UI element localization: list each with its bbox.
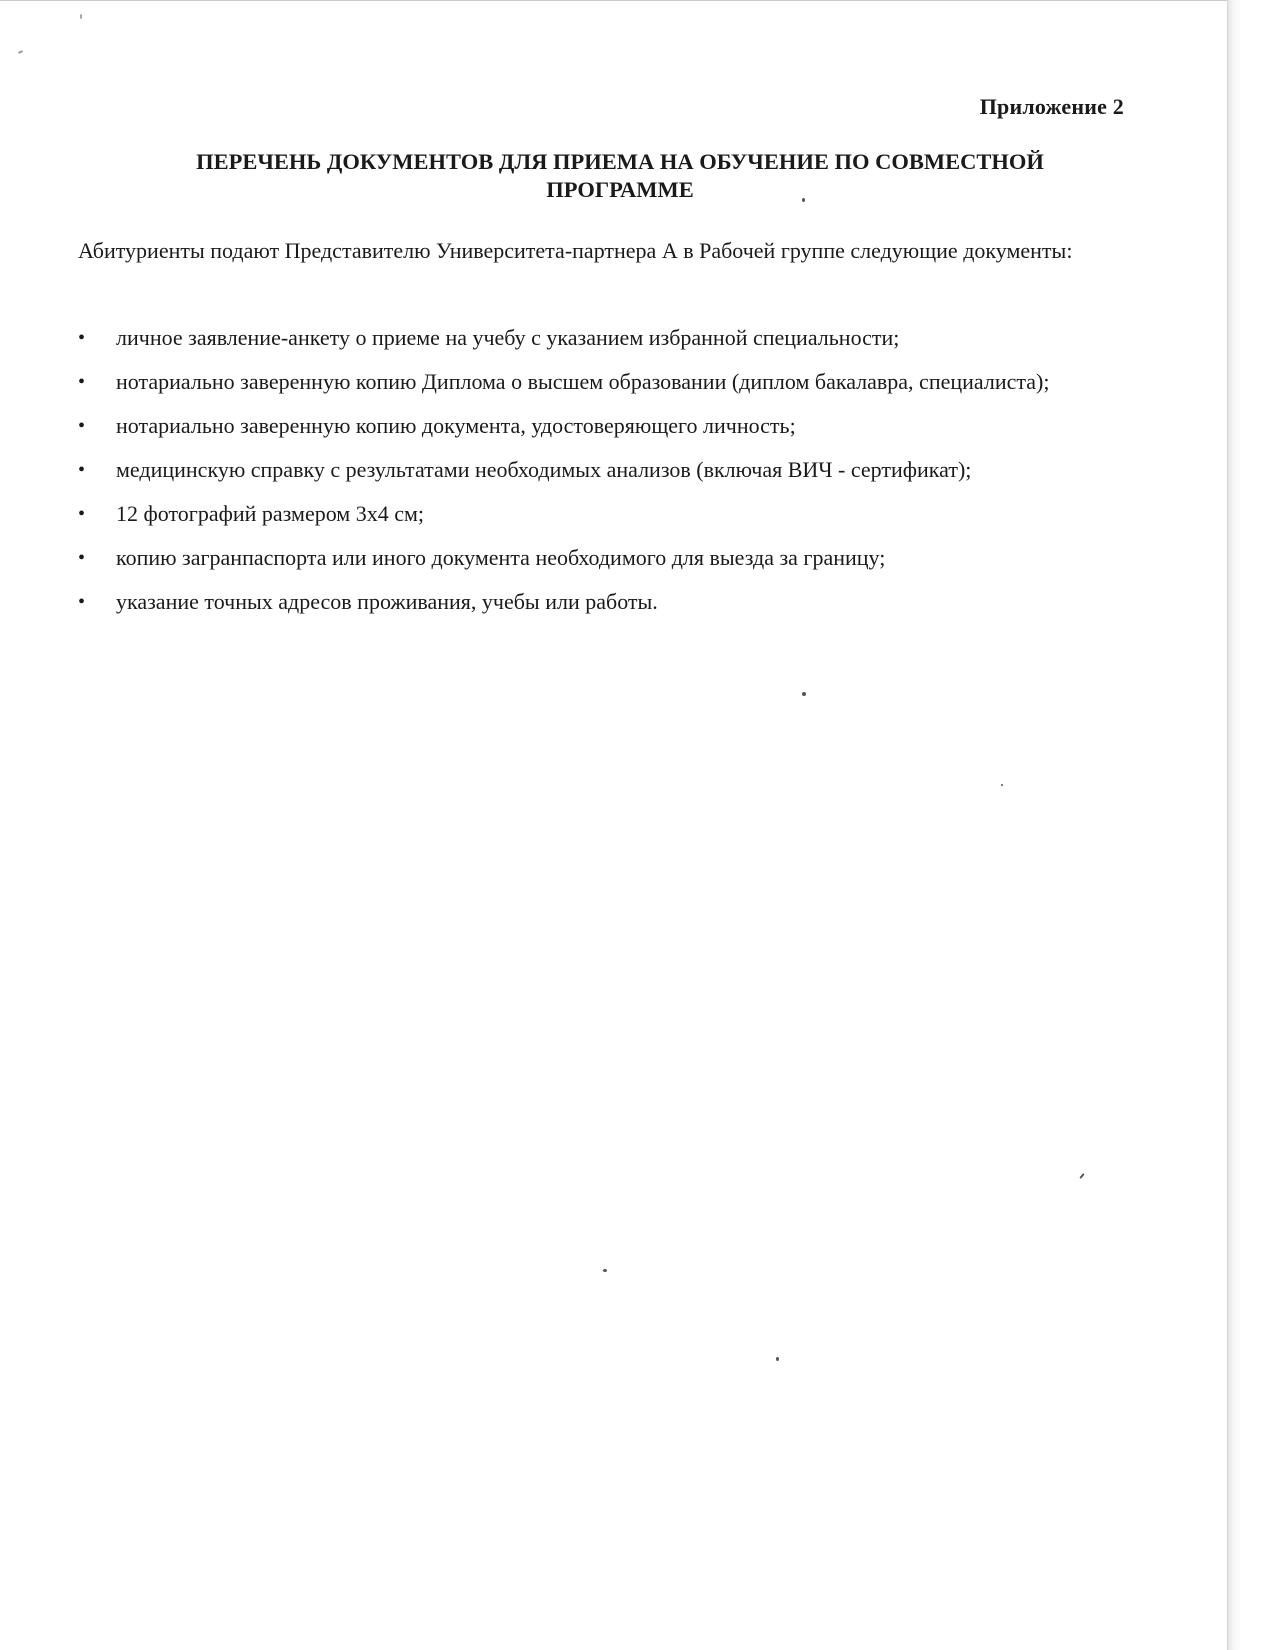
- page-shadow: [1228, 0, 1242, 1650]
- annex-label: Приложение 2: [979, 94, 1124, 119]
- list-item: [78, 362, 1141, 402]
- scan-speck: [1001, 784, 1003, 786]
- document-title-line-2: ПРОГРАММЕ: [546, 177, 694, 202]
- list-item-text: 12 фотографий размером 3х4 см;: [116, 501, 425, 526]
- scan-speck: [603, 1269, 607, 1272]
- list-item: [78, 538, 1141, 578]
- scan-speck: [1079, 1173, 1084, 1179]
- bullet-icon: •: [78, 547, 86, 569]
- list-item-text: нотариально заверенную копию Диплома о высшем образовании (диплом бакалавра, специалиста);: [116, 369, 1050, 394]
- intro-paragraph: Абитуриенты подают Представителю Университета-партнера А в Рабочей группе следующие документы:: [78, 238, 1073, 263]
- document-title-line-1: ПЕРЕЧЕНЬ ДОКУМЕНТОВ ДЛЯ ПРИЕМА НА ОБУЧЕНИЕ ПО СОВМЕСТНОЙ: [196, 149, 1044, 174]
- list-item-text: указание точных адресов проживания, учебы или работы.: [116, 589, 658, 614]
- list-item-text: медицинскую справку с результатами необходимых анализов (включая ВИЧ - сертификат);: [116, 457, 972, 482]
- list-item: [78, 406, 1141, 446]
- bullet-icon: •: [78, 371, 86, 393]
- list-item-text: копию загранпаспорта или иного документа необходимого для выезда за границу;: [116, 545, 886, 570]
- bullet-icon: •: [78, 415, 86, 437]
- document-title: [120, 148, 1120, 204]
- scan-speck: [776, 1357, 779, 1361]
- bullet-icon: •: [78, 503, 86, 525]
- list-item: [78, 450, 1141, 490]
- list-item: [78, 582, 1141, 622]
- list-item: [78, 318, 1141, 358]
- bullet-icon: •: [78, 459, 86, 481]
- scan-speck: [802, 198, 805, 202]
- bullet-icon: •: [78, 327, 86, 349]
- list-item-text: личное заявление-анкету о приеме на учебу с указанием избранной специальности;: [116, 325, 900, 350]
- list-item-text: нотариально заверенную копию документа, удостоверяющего личность;: [116, 413, 796, 438]
- required-documents-list: [78, 318, 1141, 626]
- list-item: [78, 494, 1141, 534]
- scan-speck: [18, 50, 23, 54]
- scan-speck: [80, 14, 82, 19]
- scan-speck: [802, 692, 806, 696]
- bullet-icon: •: [78, 591, 86, 613]
